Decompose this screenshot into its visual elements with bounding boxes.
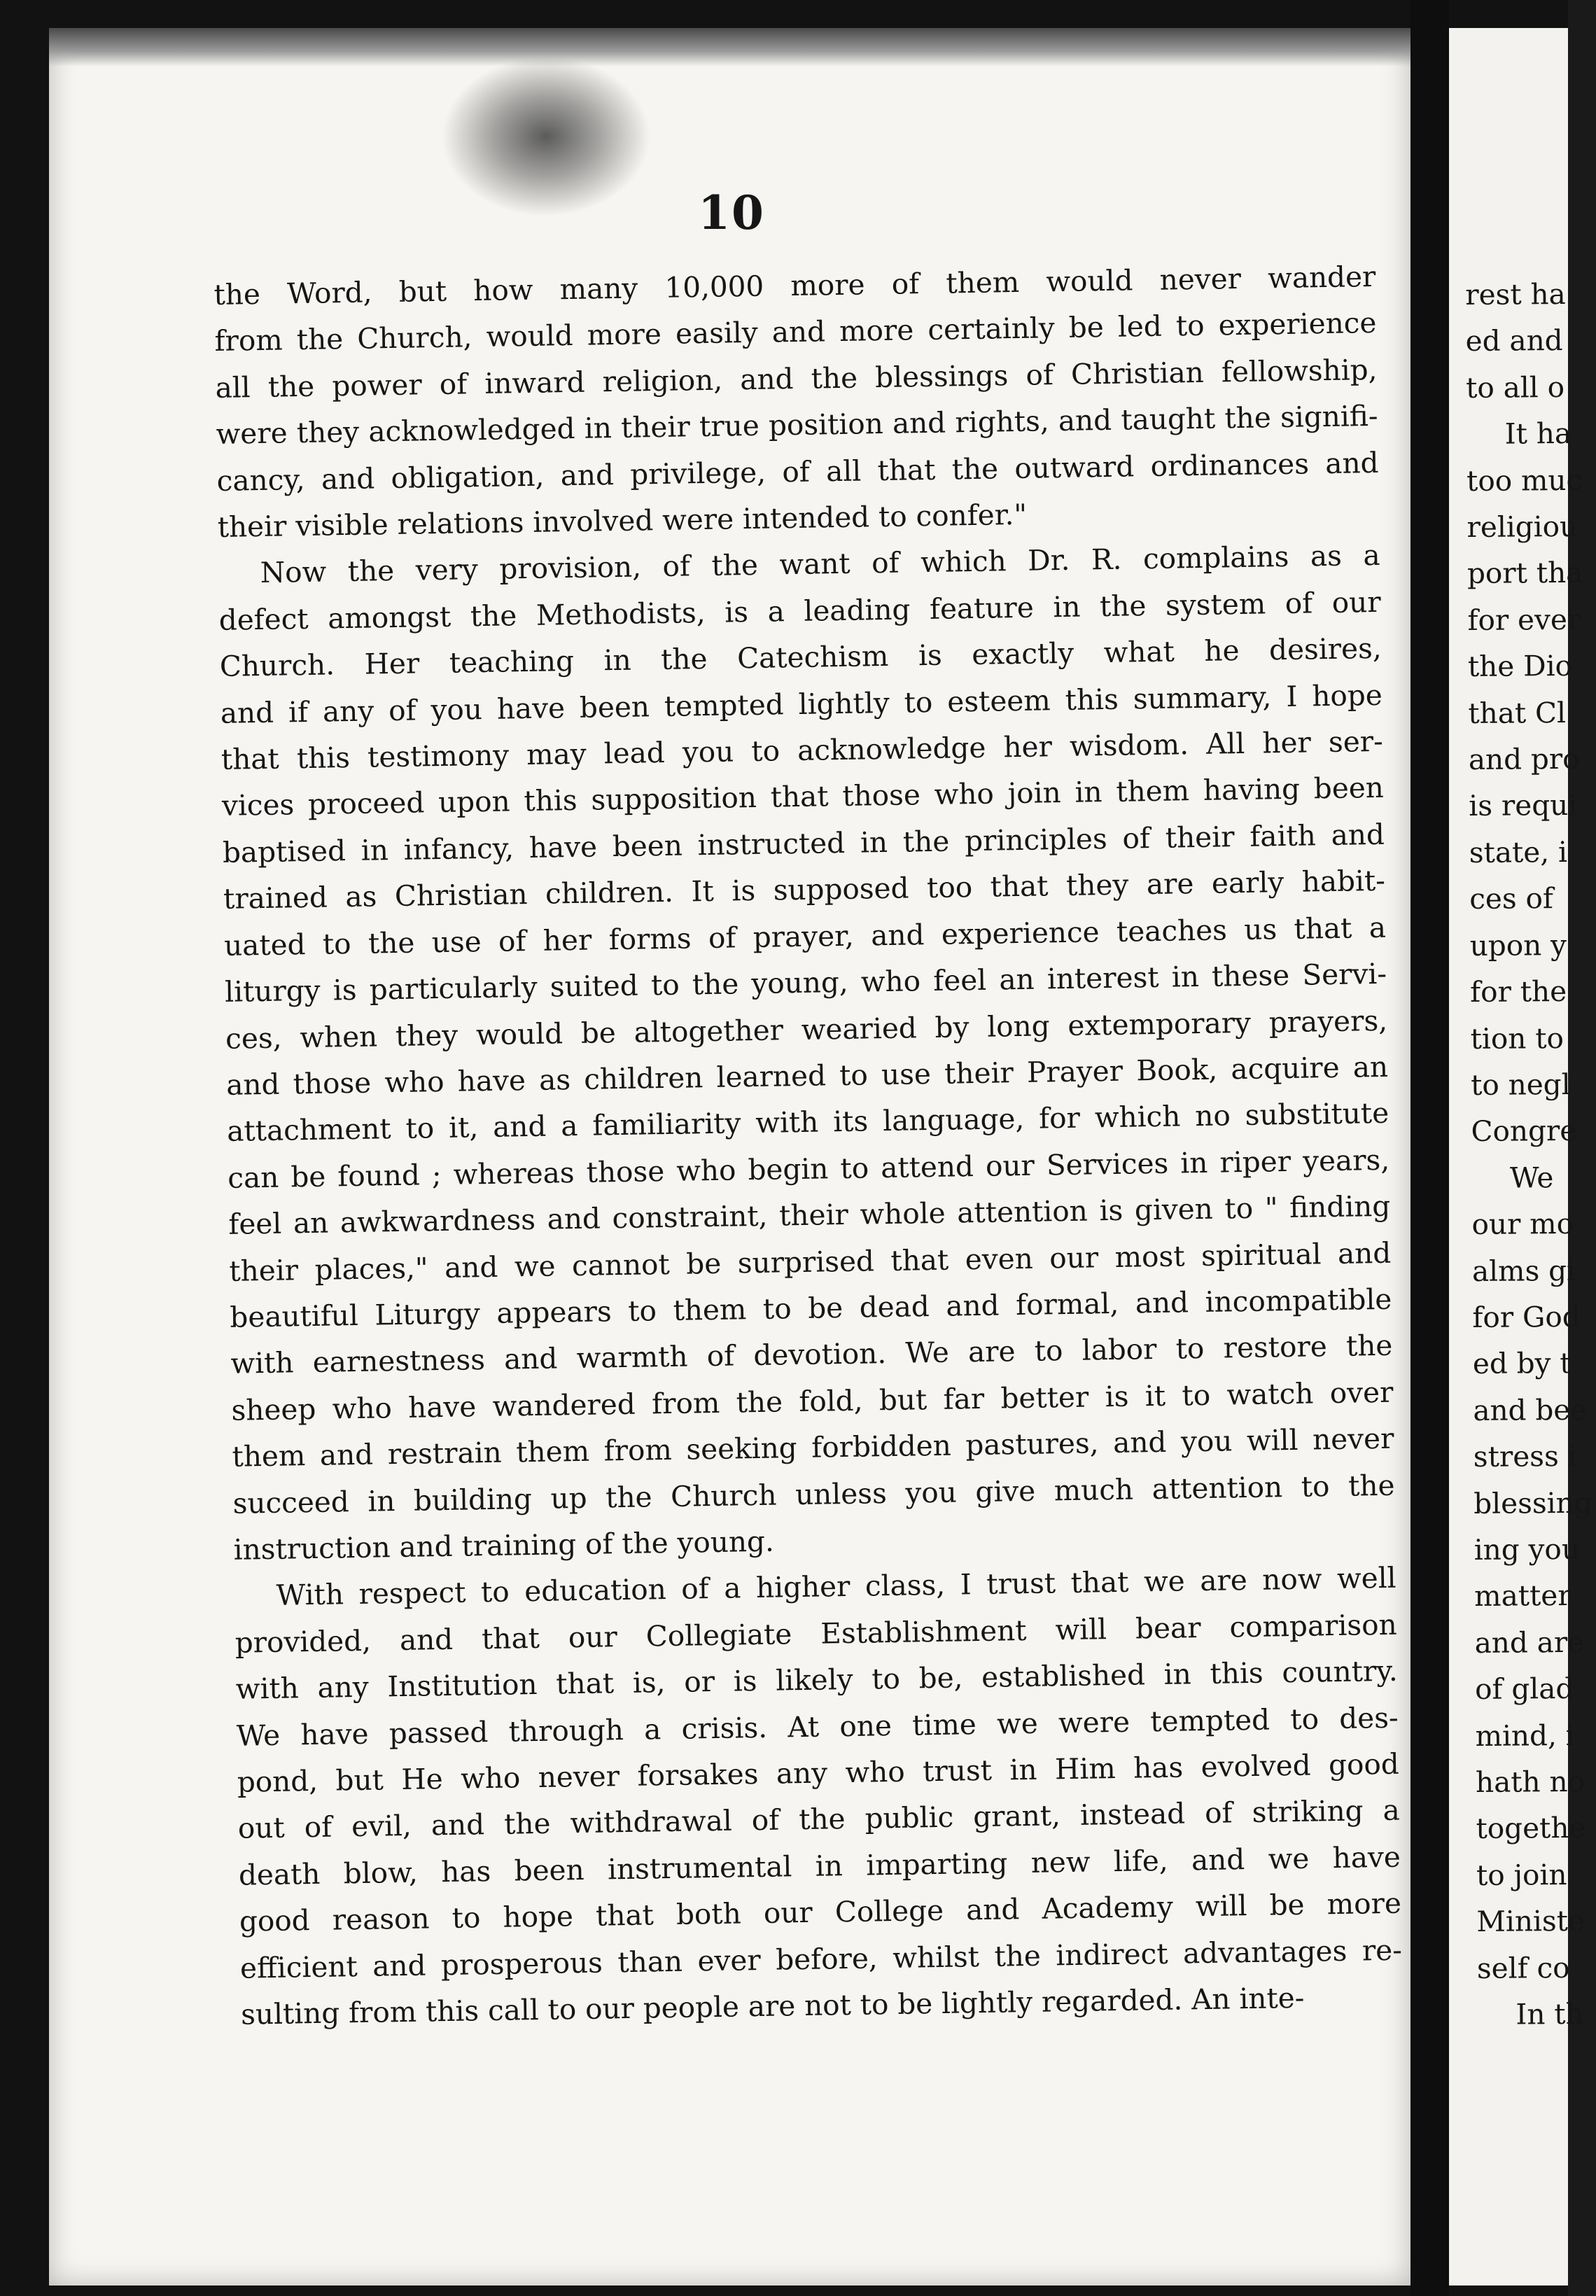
text-line: liturgy is particularly suited to the young, who feel an interest in these Servi- bbox=[224, 956, 1387, 1009]
facing-text-line: our mo bbox=[1471, 1207, 1574, 1242]
facing-text-line: ing you bbox=[1474, 1532, 1581, 1567]
facing-text-line: that Cl bbox=[1468, 695, 1567, 730]
facing-text-line: ed and bbox=[1465, 323, 1563, 358]
text-line: with any Institution that is, or is likely to be, established in this country. bbox=[235, 1653, 1398, 1706]
facing-text-line: rest ha bbox=[1465, 276, 1566, 312]
text-line: with earnestness and warmth of devotion. We are to labor to restore the bbox=[230, 1329, 1393, 1381]
text-line: defect amongst the Methodists, is a leading feature in the system of our bbox=[218, 584, 1381, 637]
facing-text-line: and are bbox=[1474, 1625, 1585, 1660]
text-line: sheep who have wandered from the fold, but far better is it to watch over bbox=[231, 1375, 1394, 1427]
text-line: ces, when they would be altogether wearied by long extemporary prayers, bbox=[225, 1003, 1388, 1056]
facing-text-line: We bbox=[1509, 1160, 1554, 1195]
facing-text-line: religiou bbox=[1466, 509, 1578, 545]
text-line: beautiful Liturgy appears to them to be dead and formal, and incompatible bbox=[230, 1282, 1392, 1334]
text-line: the Word, but how many 10,000 more of them would never wander bbox=[214, 259, 1376, 312]
facing-text-line: mind, i bbox=[1475, 1718, 1575, 1753]
text-line: With respect to education of a higher class, I trust that we are now well bbox=[276, 1561, 1396, 1613]
book-gutter bbox=[1410, 0, 1449, 2296]
facing-text-line: hath no bbox=[1475, 1764, 1586, 1799]
text-line: good reason to hope that both our College and Academy will be more bbox=[239, 1886, 1402, 1938]
text-line: cancy, and obligation, and privilege, of all that the outward ordinances and bbox=[216, 445, 1379, 498]
text-line: death blow, has been instrumental in imparting new life, and we have bbox=[238, 1840, 1401, 1892]
facing-text-line: It ha bbox=[1504, 416, 1572, 451]
text-line: trained as Christian children. It is supposed too that they are early habit- bbox=[223, 864, 1386, 916]
text-line: efficient and prosperous than ever before, whilst the indirect advantages re- bbox=[239, 1933, 1403, 1985]
text-line: attachment to it, and a familiarity with its language, for which no substitute bbox=[226, 1096, 1390, 1149]
text-line: feel an awkwardness and constraint, their whole attention is given to " finding bbox=[228, 1189, 1391, 1241]
facing-text-line: and pro bbox=[1468, 741, 1580, 777]
text-line: can be found ; whereas those who begin to attend our Services in riper years, bbox=[227, 1142, 1390, 1195]
facing-text-line: to negl bbox=[1470, 1067, 1571, 1102]
facing-text-line: Congre bbox=[1471, 1114, 1577, 1149]
facing-text-line: Ministe bbox=[1476, 1904, 1586, 1939]
facing-text-line: to all o bbox=[1465, 370, 1565, 405]
text-line: sulting from this call to our people are not to be lightly regarded. An inte- bbox=[240, 1980, 1305, 2031]
facing-text-line: too muc bbox=[1466, 463, 1583, 498]
facing-text-line: port tha bbox=[1466, 556, 1583, 591]
facing-text-line: is requi bbox=[1469, 788, 1578, 823]
facing-text-line: self co bbox=[1476, 1950, 1570, 1985]
facing-text-line: blessing bbox=[1474, 1485, 1592, 1520]
text-line: instruction and training of the young. bbox=[233, 1524, 775, 1567]
text-line: succeed in building up the Church unless you give much attention to the bbox=[232, 1468, 1395, 1520]
facing-text-line: stress i bbox=[1473, 1439, 1577, 1474]
facing-text-line: ces of bbox=[1469, 881, 1554, 916]
text-line: out of evil, and the withdrawal of the public grant, instead of striking a bbox=[237, 1793, 1401, 1846]
facing-text-line: upon y bbox=[1469, 927, 1567, 962]
text-line: vices proceed upon this supposition that those who join in them having been bbox=[221, 771, 1385, 823]
facing-text-line: to join bbox=[1476, 1857, 1567, 1892]
facing-text-line: ed by t bbox=[1472, 1346, 1572, 1381]
text-line: pond, but He who never forsakes any who trust in Him has evolved good bbox=[237, 1746, 1400, 1799]
facing-text-line: togethe bbox=[1476, 1811, 1586, 1846]
facing-text-line: matter bbox=[1474, 1578, 1572, 1614]
text-line: their visible relations involved were intended to confer." bbox=[217, 497, 1028, 544]
facing-text-line: for the bbox=[1470, 974, 1567, 1009]
text-line: all the power of inward religion, and the blessings of Christian fellowship, bbox=[215, 352, 1378, 405]
text-line: provided, and that our Collegiate Establishment will bear comparison bbox=[234, 1607, 1397, 1660]
text-line: Now the very provision, of the want of which Dr. R. complains as a bbox=[260, 538, 1380, 590]
facing-text-line: state, i bbox=[1469, 834, 1568, 869]
facing-text-line: for ever bbox=[1467, 602, 1581, 637]
facing-text-line: and bee bbox=[1473, 1392, 1588, 1427]
facing-text-line: the Dio bbox=[1467, 649, 1573, 684]
text-line: and those who have as children learned to use their Prayer Book, acquire an bbox=[225, 1049, 1389, 1102]
facing-text-line: for God bbox=[1472, 1299, 1581, 1334]
text-line: from the Church, would more easily and more certainly be led to experience bbox=[214, 306, 1377, 358]
facing-text-line: In th bbox=[1516, 1996, 1584, 2031]
text-line: We have passed through a crisis. At one time we were tempted to des- bbox=[236, 1700, 1399, 1753]
facing-text-line: alms gi bbox=[1471, 1253, 1576, 1288]
main-text-column bbox=[214, 253, 1403, 2038]
text-line: were they acknowledged in their true position and rights, and taught the signifi- bbox=[216, 399, 1378, 451]
facing-text-line: of glad bbox=[1474, 1672, 1574, 1707]
page-number: 10 bbox=[698, 186, 765, 240]
text-line: that this testimony may lead you to acknowledge her wisdom. All her ser- bbox=[220, 724, 1384, 776]
text-line: their places," and we cannot be surprised that even our most spiritual and bbox=[229, 1236, 1392, 1288]
text-line: uated to the use of her forms of prayer, and experience teaches us that a bbox=[223, 910, 1387, 962]
facing-page-text-fragments bbox=[1465, 271, 1596, 2038]
facing-text-line: tion to bbox=[1470, 1021, 1564, 1056]
text-line: Church. Her teaching in the Catechism is exactly what he desires, bbox=[219, 631, 1382, 684]
text-line: and if any of you have been tempted lightly to esteem this summary, I hope bbox=[220, 678, 1383, 730]
text-line: baptised in infancy, have been instructed in the principles of their faith and bbox=[222, 817, 1385, 869]
text-line: them and restrain them from seeking forbidden pastures, and you will never bbox=[232, 1421, 1394, 1474]
page-top-shadow bbox=[49, 28, 1410, 66]
